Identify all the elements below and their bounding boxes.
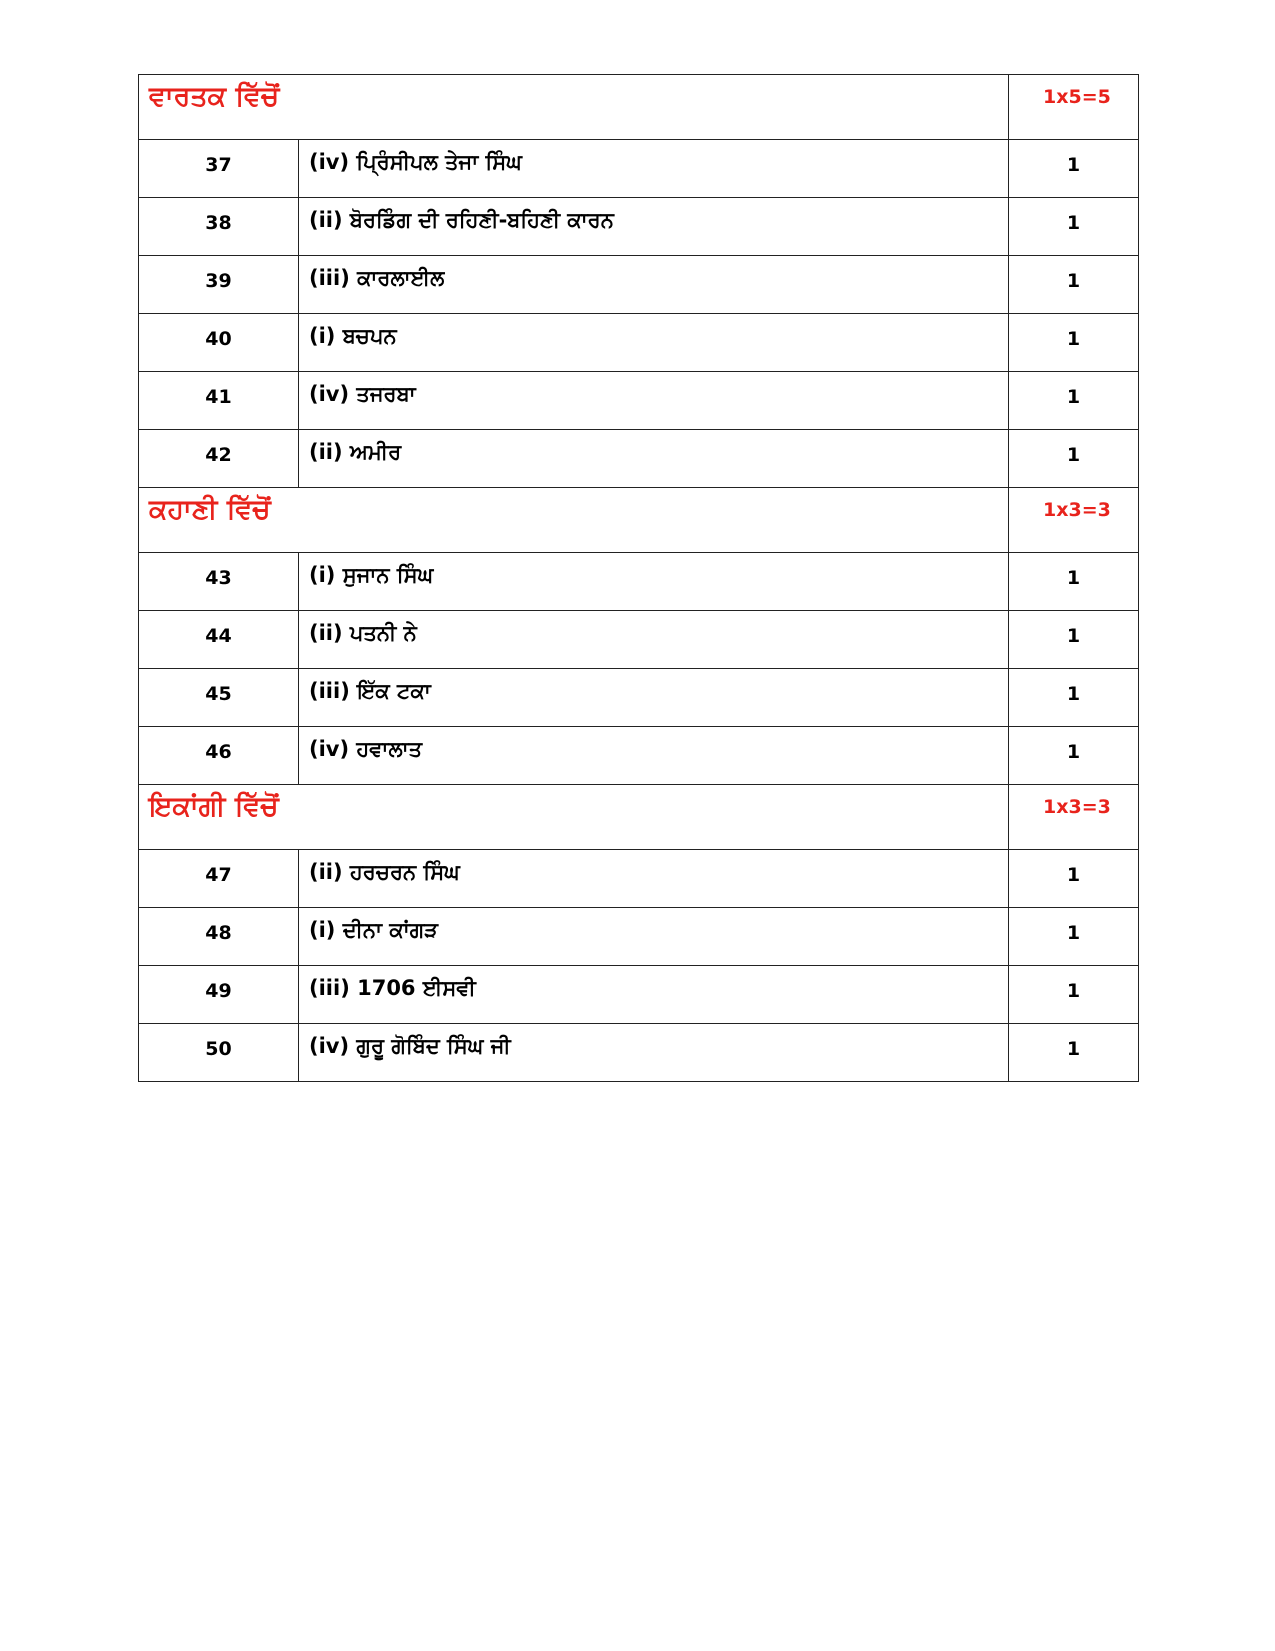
question-number: 49 <box>205 980 232 1002</box>
table-row <box>139 908 1139 966</box>
question-number: 45 <box>205 683 232 705</box>
question-answer: (i) ਦੀਨਾ ਕਾਂਗੜ <box>309 918 438 942</box>
question-mark: 1 <box>1066 328 1081 350</box>
table-row <box>139 430 1139 488</box>
answer-key-table <box>138 74 1139 1082</box>
question-number: 47 <box>205 864 232 886</box>
question-answer: (ii) ਪਤਨੀ ਨੇ <box>309 621 417 645</box>
table-row <box>139 256 1139 314</box>
section-marks-cell <box>1009 785 1139 850</box>
section-title-cell <box>139 488 1009 553</box>
section-marks: 1x3=3 <box>1043 499 1111 521</box>
table-row <box>139 1024 1139 1082</box>
section-header-row <box>139 785 1139 850</box>
section-marks-cell <box>1009 488 1139 553</box>
question-number: 44 <box>205 625 232 647</box>
question-number: 43 <box>205 567 232 589</box>
question-mark: 1 <box>1066 567 1081 589</box>
question-number: 42 <box>205 444 232 466</box>
question-answer: (iii) 1706 ਈਸਵੀ <box>309 976 476 1000</box>
question-mark: 1 <box>1066 212 1081 234</box>
question-number: 48 <box>205 922 232 944</box>
section-header-row <box>139 488 1139 553</box>
question-answer: (iii) ਕਾਰਲਾਈਲ <box>309 266 445 290</box>
section-title: ਵਾਰਤਕ ਵਿੱਚੋਂ <box>149 81 280 112</box>
question-number: 37 <box>205 154 232 176</box>
section-title-cell <box>139 75 1009 140</box>
question-answer: (ii) ਅਮੀਰ <box>309 440 402 464</box>
question-mark: 1 <box>1066 270 1081 292</box>
table-row <box>139 553 1139 611</box>
question-mark: 1 <box>1066 980 1081 1002</box>
table-row <box>139 966 1139 1024</box>
question-mark: 1 <box>1066 683 1081 705</box>
question-mark: 1 <box>1066 1038 1081 1060</box>
question-answer: (iv) ਹਵਾਲਾਤ <box>309 737 423 761</box>
question-number: 38 <box>205 212 232 234</box>
table-row <box>139 372 1139 430</box>
question-answer: (ii) ਹਰਚਰਨ ਸਿੰਘ <box>309 860 460 884</box>
question-mark: 1 <box>1066 922 1081 944</box>
question-answer: (iv) ਗੁਰੂ ਗੋਬਿੰਦ ਸਿੰਘ ਜੀ <box>309 1034 511 1058</box>
table-row <box>139 850 1139 908</box>
question-mark: 1 <box>1066 444 1081 466</box>
question-answer: (i) ਸੁਜਾਨ ਸਿੰਘ <box>309 563 434 587</box>
question-mark: 1 <box>1066 386 1081 408</box>
section-marks: 1x5=5 <box>1043 86 1111 108</box>
question-mark: 1 <box>1066 625 1081 647</box>
question-number: 39 <box>205 270 232 292</box>
question-mark: 1 <box>1066 154 1081 176</box>
question-answer: (iv) ਤਜਰਬਾ <box>309 382 416 406</box>
table-row <box>139 611 1139 669</box>
section-title: ਕਹਾਣੀ ਵਿੱਚੋਂ <box>149 494 271 525</box>
question-answer: (i) ਬਚਪਨ <box>309 324 397 348</box>
section-header-row <box>139 75 1139 140</box>
table-row <box>139 727 1139 785</box>
table-row <box>139 314 1139 372</box>
question-answer: (iv) ਪ੍ਰਿੰਸੀਪਲ ਤੇਜਾ ਸਿੰਘ <box>309 150 522 174</box>
section-title-cell <box>139 785 1009 850</box>
question-number: 50 <box>205 1038 232 1060</box>
question-mark: 1 <box>1066 864 1081 886</box>
question-number: 46 <box>205 741 232 763</box>
question-number: 40 <box>205 328 232 350</box>
question-answer: (ii) ਬੋਰਡਿੰਗ ਦੀ ਰਹਿਣੀ-ਬਹਿਣੀ ਕਾਰਨ <box>309 208 614 232</box>
question-number: 41 <box>205 386 232 408</box>
question-answer: (iii) ਇੱਕ ਟਕਾ <box>309 679 431 703</box>
table-row <box>139 669 1139 727</box>
question-mark: 1 <box>1066 741 1081 763</box>
section-marks-cell <box>1009 75 1139 140</box>
section-title: ਇਕਾਂਗੀ ਵਿੱਚੋਂ <box>149 791 279 822</box>
table-row <box>139 198 1139 256</box>
section-marks: 1x3=3 <box>1043 796 1111 818</box>
table-row <box>139 140 1139 198</box>
